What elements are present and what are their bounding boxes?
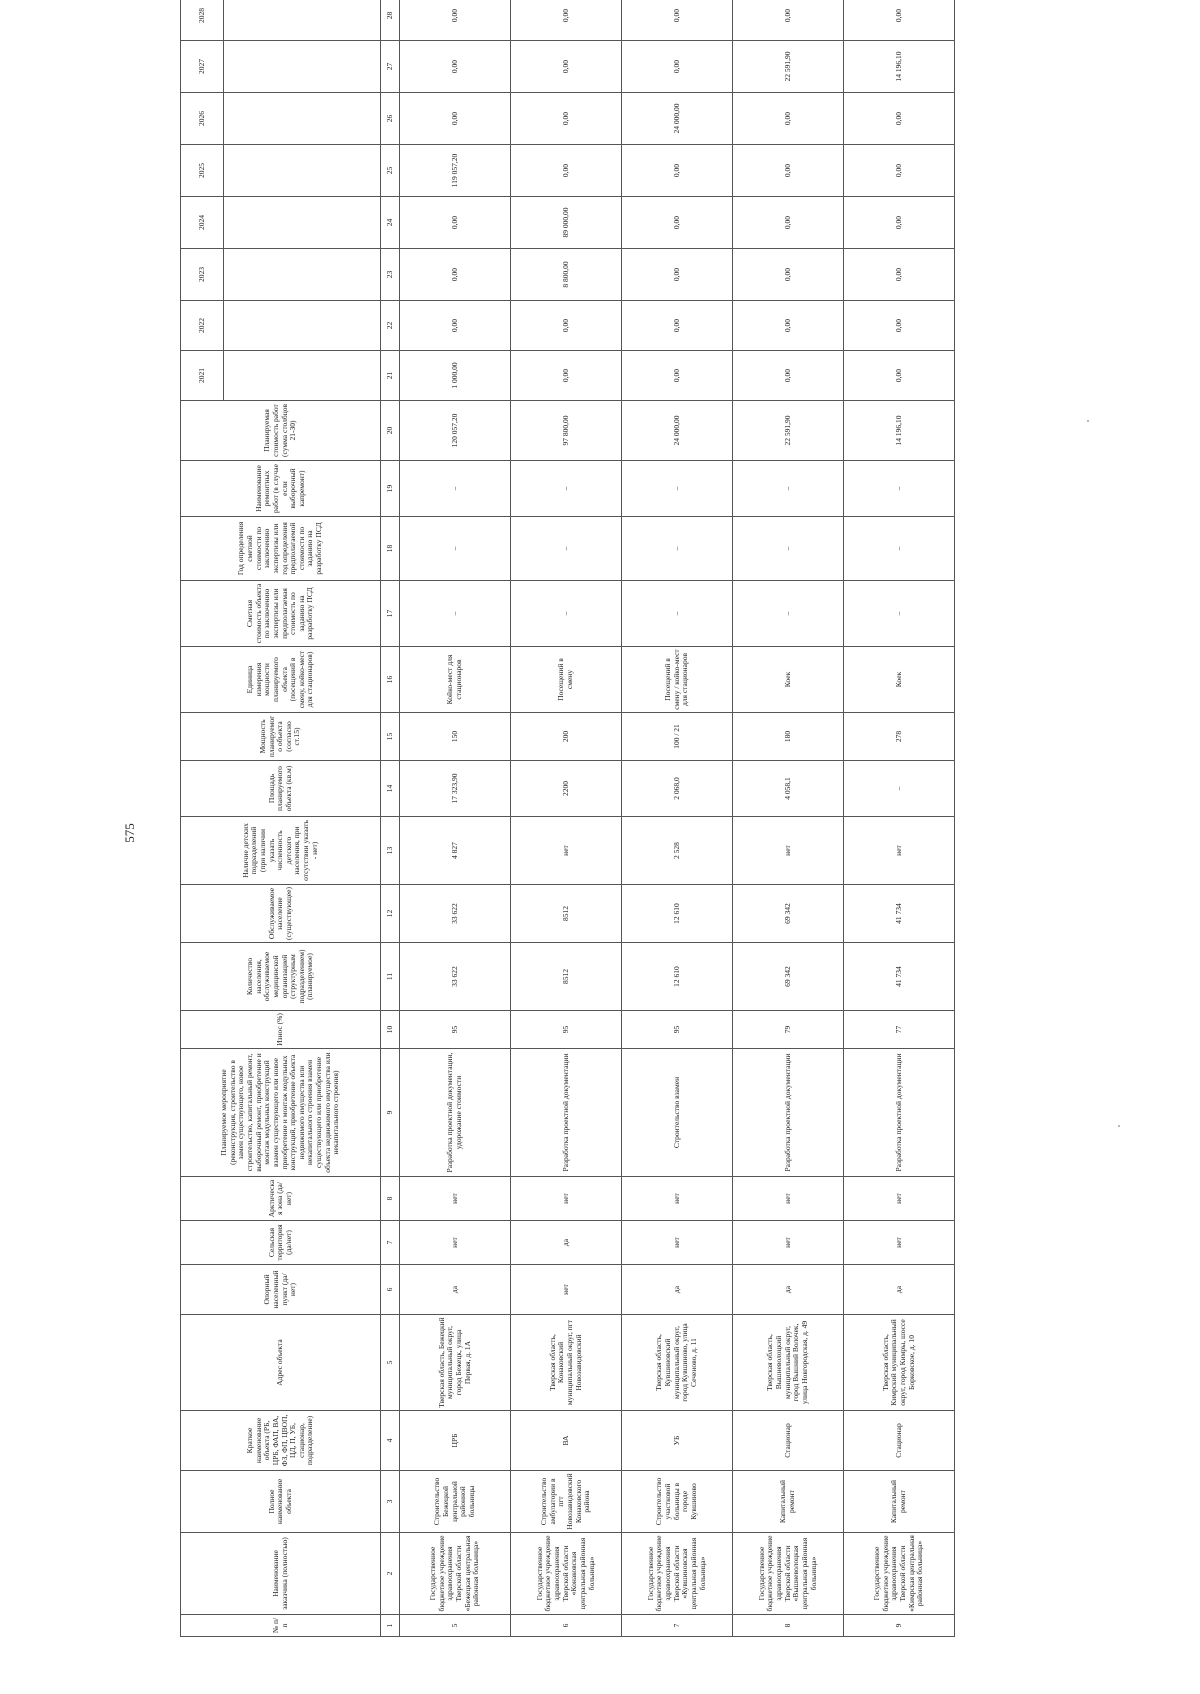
column-number-row xyxy=(381,0,400,1637)
header-org: Наименование заказчика (полностью) xyxy=(181,1533,381,1615)
object-short-name: ЦРБ xyxy=(400,1411,511,1471)
year-amount: 0,00 xyxy=(511,41,622,93)
year-amount: 0,00 xyxy=(844,197,955,249)
children-units: нет xyxy=(511,817,622,885)
planned-cost: 24 000,00 xyxy=(622,401,733,461)
scan-speck xyxy=(1118,1125,1120,1127)
header-year: 2028 xyxy=(181,0,224,41)
year-amount: 0,00 xyxy=(511,93,622,145)
object-area: 17 323,90 xyxy=(400,761,511,817)
column-number: 12 xyxy=(381,885,400,943)
year-amount: 0,00 xyxy=(733,249,844,301)
customer-name: Государственное бюджетное учреждение здравоохранения Тверской области «Бежецкая центральная районная больница» xyxy=(400,1533,511,1615)
object-address: Тверская область, Кимрский муниципальный округ, город Кимры, шоссе Борковское, д. 10 xyxy=(844,1315,955,1411)
repair-works: – xyxy=(622,461,733,517)
object-area: 4 058,1 xyxy=(733,761,844,817)
year-amount: 24 000,00 xyxy=(622,93,733,145)
estimate-cost: – xyxy=(622,581,733,647)
column-number: 25 xyxy=(381,145,400,197)
planned-measure: Строительство взамен xyxy=(622,1049,733,1177)
capacity-unit: Коек xyxy=(733,647,844,713)
table-body xyxy=(381,0,955,1637)
header-year: 2022 xyxy=(181,301,224,351)
scan-speck xyxy=(1087,420,1089,422)
year-amount: 0,00 xyxy=(511,301,622,351)
object-address: Тверская область, Бежецкий муниципальный округ, город Бежецк, улица Первая, д. 1А xyxy=(400,1315,511,1411)
population-count: 33 622 xyxy=(400,943,511,1011)
column-number: 22 xyxy=(381,301,400,351)
row-number: 9 xyxy=(844,1615,955,1637)
header-year-blank xyxy=(224,249,381,301)
object-area: – xyxy=(844,761,955,817)
rural-territory: нет xyxy=(844,1221,955,1265)
column-number: 27 xyxy=(381,41,400,93)
header-year-blank xyxy=(224,197,381,249)
object-address: Тверская область, Конаковский муниципальный округ, пгт Новозавидовский xyxy=(511,1315,622,1411)
estimate-year: – xyxy=(733,517,844,581)
header-year-blank xyxy=(224,0,381,41)
children-units: нет xyxy=(733,817,844,885)
repair-works: – xyxy=(844,461,955,517)
object-capacity: 100 / 21 xyxy=(622,713,733,761)
object-capacity: 200 xyxy=(511,713,622,761)
header-address: Адрес объекта xyxy=(181,1315,381,1411)
header-served: Обслуживаемое население (существующее) xyxy=(181,885,381,943)
header-year: 2025 xyxy=(181,145,224,197)
year-amount: 0,00 xyxy=(400,301,511,351)
arctic-zone: нет xyxy=(511,1177,622,1221)
customer-name: Государственное бюджетное учреждение здравоохранения Тверской области «Кувшиновская центральная районная больница» xyxy=(622,1533,733,1615)
wear-percent: 95 xyxy=(511,1011,622,1049)
served-population: 12 610 xyxy=(622,885,733,943)
year-amount: 14 196,10 xyxy=(844,41,955,93)
column-number: 6 xyxy=(381,1265,400,1315)
year-amount: 0,00 xyxy=(733,93,844,145)
planned-cost: 14 196,10 xyxy=(844,401,955,461)
header-no: № п/п xyxy=(181,1615,381,1637)
header-capacity: Мощность планируемого объекта (согласно ст.15) xyxy=(181,713,381,761)
object-name: Строительство Бежецкой центральной районной больницы xyxy=(400,1471,511,1533)
planned-measure: Разработка проектной документации xyxy=(844,1049,955,1177)
estimate-year: – xyxy=(400,517,511,581)
column-number: 13 xyxy=(381,817,400,885)
header-population: Количество населения, обслуживаемое медицинской организацией (структурным подразделением) (планируемое) xyxy=(181,943,381,1011)
header-year-blank xyxy=(224,145,381,197)
children-units: 4 827 xyxy=(400,817,511,885)
header-measure: Планируемое мероприятие (реконструкция, строительство в замен существующего, новое строительство, капитальный ремонт, выборочный ремонт, приобретение и монтаж модульных конструкций взамен существующего или новое приобретение и монтаж модульных конструкций, приобретение объекта недвижимого имущества или некапитального строения взамен существующего или приобретение объекта недвижимого имущества или некапитального строения) xyxy=(181,1049,381,1177)
header-year: 2027 xyxy=(181,41,224,93)
header-object: Полное наименование объекта xyxy=(181,1471,381,1533)
customer-name: Государственное бюджетное учреждение здравоохранения Тверской области «Вышневолоцкая центральная районная больница» xyxy=(733,1533,844,1615)
year-amount: 0,00 xyxy=(844,249,955,301)
support-settlement: да xyxy=(844,1265,955,1315)
rural-territory: нет xyxy=(400,1221,511,1265)
row-number: 6 xyxy=(511,1615,622,1637)
object-address: Тверская область, Кувшиновский муниципальный округ, город Кувшиново, улица Сеченово, д. 11 xyxy=(622,1315,733,1411)
header-rural: Сельская территория (да/нет) xyxy=(181,1221,381,1265)
header-wear: Износ (%) xyxy=(181,1011,381,1049)
year-amount: 0,00 xyxy=(622,249,733,301)
objects-table xyxy=(180,0,955,1637)
estimate-cost: – xyxy=(511,581,622,647)
year-amount: 0,00 xyxy=(733,197,844,249)
column-number: 20 xyxy=(381,401,400,461)
customer-name: Государственное бюджетное учреждение здравоохранения Тверской области «Конаковская центральная районная больница» xyxy=(511,1533,622,1615)
year-amount: 0,00 xyxy=(844,351,955,401)
object-name: Строительство амбулатории в пгт Новозавидовский Конаковского района xyxy=(511,1471,622,1533)
year-amount: 0,00 xyxy=(733,301,844,351)
rural-territory: нет xyxy=(622,1221,733,1265)
header-short: Краткое наименование объекта (РБ, ЦРБ, ФАП, ВА, ФЗ, ФП, ЦВОП, ЦД, П, УБ, стационар, подразделение) xyxy=(181,1411,381,1471)
planned-measure: Разработка проектной документации xyxy=(733,1049,844,1177)
column-number: 15 xyxy=(381,713,400,761)
support-settlement: да xyxy=(733,1265,844,1315)
served-population: 69 342 xyxy=(733,885,844,943)
repair-works: – xyxy=(733,461,844,517)
estimate-year: – xyxy=(511,517,622,581)
column-number: 23 xyxy=(381,249,400,301)
table-row xyxy=(622,0,733,1637)
year-amount: 119 057,20 xyxy=(400,145,511,197)
column-number: 18 xyxy=(381,517,400,581)
column-number: 5 xyxy=(381,1315,400,1411)
arctic-zone: нет xyxy=(622,1177,733,1221)
support-settlement: да xyxy=(622,1265,733,1315)
support-settlement: нет xyxy=(511,1265,622,1315)
year-amount: 0,00 xyxy=(844,0,955,41)
header-year: 2021 xyxy=(181,351,224,401)
column-number: 7 xyxy=(381,1221,400,1265)
wear-percent: 79 xyxy=(733,1011,844,1049)
column-number: 28 xyxy=(381,0,400,41)
children-units: нет xyxy=(844,817,955,885)
column-number: 3 xyxy=(381,1471,400,1533)
header-year: 2023 xyxy=(181,249,224,301)
rotated-table-container xyxy=(180,8,1050,1637)
rural-territory: нет xyxy=(733,1221,844,1265)
wear-percent: 95 xyxy=(400,1011,511,1049)
column-number: 24 xyxy=(381,197,400,249)
planned-cost: 120 057,20 xyxy=(400,401,511,461)
arctic-zone: нет xyxy=(400,1177,511,1221)
column-number: 4 xyxy=(381,1411,400,1471)
header-year: 2024 xyxy=(181,197,224,249)
year-amount: 0,00 xyxy=(400,197,511,249)
population-count: 69 342 xyxy=(733,943,844,1011)
header-arctic: Арктическая зона (да/нет) xyxy=(181,1177,381,1221)
table-row xyxy=(400,0,511,1637)
year-amount: 0,00 xyxy=(844,145,955,197)
year-amount: 0,00 xyxy=(622,145,733,197)
rural-territory: да xyxy=(511,1221,622,1265)
column-number: 16 xyxy=(381,647,400,713)
year-amount: 0,00 xyxy=(511,145,622,197)
year-amount: 22 591,90 xyxy=(733,41,844,93)
object-capacity: 278 xyxy=(844,713,955,761)
column-number: 19 xyxy=(381,461,400,517)
object-short-name: УБ xyxy=(622,1411,733,1471)
header-estimate-year: Год определения сметной стоимости по заключению экспертизы или год определения предполагаемой стоимости по заданию на разработку ПСД xyxy=(181,517,381,581)
year-amount: 0,00 xyxy=(400,93,511,145)
served-population: 41 734 xyxy=(844,885,955,943)
population-count: 8512 xyxy=(511,943,622,1011)
arctic-zone: нет xyxy=(844,1177,955,1221)
object-area: 2 068,0 xyxy=(622,761,733,817)
column-number: 26 xyxy=(381,93,400,145)
header-unit: Единица измерения мощности планируемого объекта (посещений в смену, койко-мест для стационаров) xyxy=(181,647,381,713)
row-number: 7 xyxy=(622,1615,733,1637)
arctic-zone: нет xyxy=(733,1177,844,1221)
header-year: 2026 xyxy=(181,93,224,145)
year-amount: 0,00 xyxy=(844,93,955,145)
estimate-cost: – xyxy=(733,581,844,647)
column-number: 14 xyxy=(381,761,400,817)
column-number: 11 xyxy=(381,943,400,1011)
population-count: 41 734 xyxy=(844,943,955,1011)
object-name: Капитальный ремонт xyxy=(733,1471,844,1533)
table-row xyxy=(733,0,844,1637)
year-amount: 0,00 xyxy=(622,197,733,249)
year-amount: 0,00 xyxy=(400,0,511,41)
object-address: Тверская область, Вышневолоцкий муниципальный округ, город Вышний Волочек, улица Новгородская, д. 49 xyxy=(733,1315,844,1411)
repair-works: – xyxy=(400,461,511,517)
year-amount: 0,00 xyxy=(511,0,622,41)
capacity-unit: Коек xyxy=(844,647,955,713)
served-population: 8512 xyxy=(511,885,622,943)
wear-percent: 77 xyxy=(844,1011,955,1049)
table-row xyxy=(844,0,955,1637)
planned-cost: 22 591,90 xyxy=(733,401,844,461)
header-estimate: Сметная стоимость объекта по заключению экспертизы или предполагаемая стоимость по заданию на разработку ПСД xyxy=(181,581,381,647)
table-row xyxy=(511,0,622,1637)
object-short-name: Стационар xyxy=(733,1411,844,1471)
header-children: Наличие детских подразделений (при наличии указать численность детского населения, при отсутствии указать - нет) xyxy=(181,817,381,885)
object-area: 2200 xyxy=(511,761,622,817)
year-amount: 0,00 xyxy=(844,301,955,351)
column-number: 10 xyxy=(381,1011,400,1049)
year-amount: 0,00 xyxy=(733,0,844,41)
year-amount: 0,00 xyxy=(622,41,733,93)
header-year-blank xyxy=(224,93,381,145)
header-repair: Наименование ремонтных работ (в случае если выборочный капремонт) xyxy=(181,461,381,517)
year-amount: 8 800,00 xyxy=(511,249,622,301)
object-short-name: Стационар xyxy=(844,1411,955,1471)
row-number: 5 xyxy=(400,1615,511,1637)
planned-measure: Разработка проектной документации xyxy=(511,1049,622,1177)
column-number: 1 xyxy=(381,1615,400,1637)
header-year-blank xyxy=(224,301,381,351)
year-amount: 89 000,00 xyxy=(511,197,622,249)
year-amount: 0,00 xyxy=(400,249,511,301)
object-short-name: ВА xyxy=(511,1411,622,1471)
capacity-unit: Посещений в смену / койко-мест для стационаров xyxy=(622,647,733,713)
planned-cost: 97 800,00 xyxy=(511,401,622,461)
year-amount: 0,00 xyxy=(511,351,622,401)
year-amount: 0,00 xyxy=(400,41,511,93)
year-amount: 0,00 xyxy=(733,145,844,197)
estimate-year: – xyxy=(622,517,733,581)
children-units: 2 528 xyxy=(622,817,733,885)
header-year-blank xyxy=(224,41,381,93)
wear-percent: 95 xyxy=(622,1011,733,1049)
object-name: Строительство участковой больницы в городе Кувшиново xyxy=(622,1471,733,1533)
year-amount: 0,00 xyxy=(733,351,844,401)
year-amount: 1 000,00 xyxy=(400,351,511,401)
page-number: 575 xyxy=(122,823,137,843)
object-capacity: 180 xyxy=(733,713,844,761)
customer-name: Государственное бюджетное учреждение здравоохранения Тверской области «Кимрская центральная районная больница» xyxy=(844,1533,955,1615)
capacity-unit: Койко-мест для стационаров xyxy=(400,647,511,713)
year-amount: 0,00 xyxy=(622,351,733,401)
row-number: 8 xyxy=(733,1615,844,1637)
object-name: Капитальный ремонт xyxy=(844,1471,955,1533)
header-year-blank xyxy=(224,351,381,401)
header-area: Площадь планируемого объекта (кв.м) xyxy=(181,761,381,817)
estimate-cost: – xyxy=(400,581,511,647)
repair-works: – xyxy=(511,461,622,517)
served-population: 33 622 xyxy=(400,885,511,943)
estimate-cost: – xyxy=(844,581,955,647)
column-number: 9 xyxy=(381,1049,400,1177)
column-number: 8 xyxy=(381,1177,400,1221)
object-capacity: 150 xyxy=(400,713,511,761)
capacity-unit: Посещений в смену xyxy=(511,647,622,713)
header-planned-cost: Планируемая стоимость работ (сумма столбцов 21-30) xyxy=(181,401,381,461)
year-amount: 0,00 xyxy=(622,0,733,41)
column-number: 21 xyxy=(381,351,400,401)
population-count: 12 610 xyxy=(622,943,733,1011)
column-number: 2 xyxy=(381,1533,400,1615)
planned-measure: Разработка проектной документации, удорожание стоимости xyxy=(400,1049,511,1177)
header-support: Опорный населенный пункт (да/нет) xyxy=(181,1265,381,1315)
column-number: 17 xyxy=(381,581,400,647)
estimate-year: – xyxy=(844,517,955,581)
support-settlement: да xyxy=(400,1265,511,1315)
year-amount: 0,00 xyxy=(622,301,733,351)
